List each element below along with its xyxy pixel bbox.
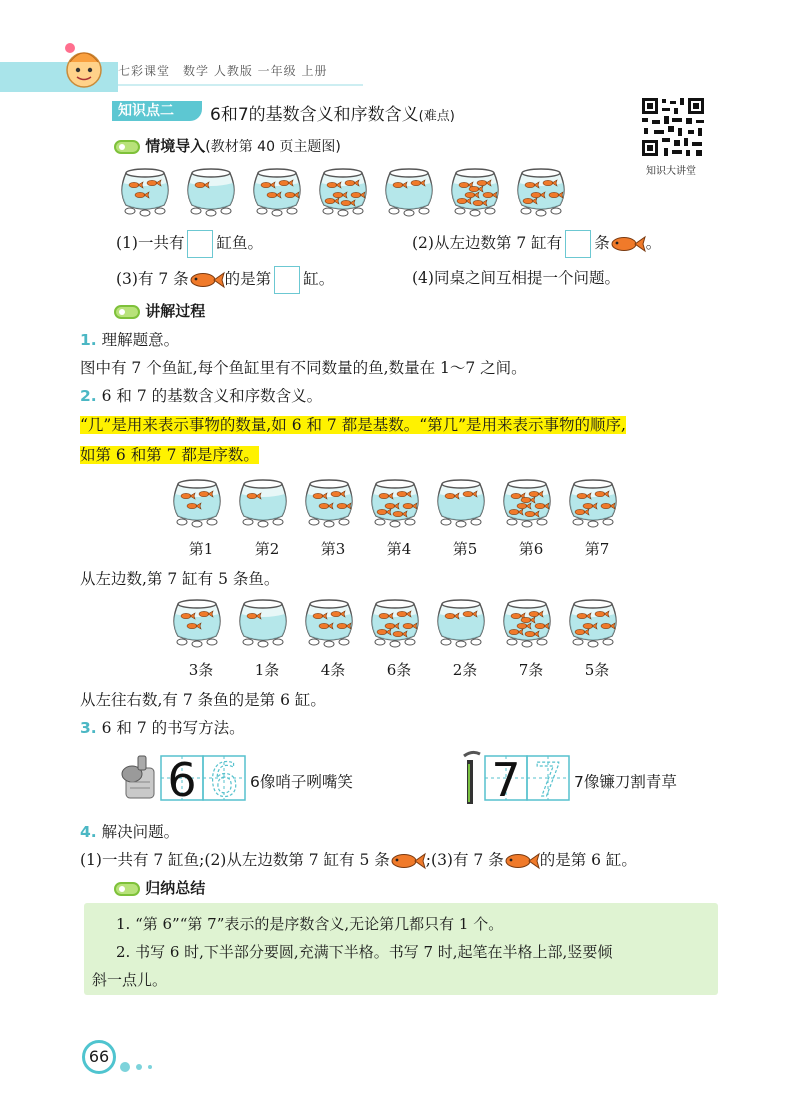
answer-box[interactable] xyxy=(274,266,300,294)
section-title-text: 6和7的基数含义和序数含义 xyxy=(210,105,419,125)
step-3 xyxy=(80,716,245,738)
intro-q1-tail: 缸鱼。 xyxy=(216,234,263,252)
summary-heading-text: 归纳总结 xyxy=(145,879,206,897)
count-text: 从左往右数,有 7 条鱼的是第 6 缸。 xyxy=(80,691,326,709)
fish-bowl xyxy=(182,167,240,217)
intro-heading-text: 情境导入 xyxy=(145,137,206,155)
whistle-icon xyxy=(118,752,158,802)
decor-dot xyxy=(120,1062,130,1072)
decor-dot xyxy=(148,1065,152,1069)
intro-q1-text: (1)一共有 xyxy=(116,234,185,252)
step-1-number: 1. xyxy=(80,331,97,349)
fish-bowl xyxy=(366,598,424,648)
ordinal-label: 第3 xyxy=(320,540,346,558)
count-label: 2条 xyxy=(452,661,478,679)
step-1 xyxy=(80,328,179,350)
step-1-title: 理解题意。 xyxy=(101,331,180,349)
answer-box[interactable] xyxy=(187,230,213,258)
step-3-number: 3. xyxy=(80,719,97,737)
fish-bowl xyxy=(168,598,226,648)
fish-bowl xyxy=(564,478,622,528)
digit-seven-trace: 7 xyxy=(533,755,563,801)
intro-q3 xyxy=(116,266,334,294)
step-2-title: 6 和 7 的基数含义和序数含义。 xyxy=(101,387,323,405)
bowl-row-ordinal xyxy=(168,478,630,528)
count-label: 7条 xyxy=(518,661,544,679)
step-4-answer xyxy=(80,848,637,871)
ordinal-label: 第6 xyxy=(518,540,544,558)
writing-grid-seven xyxy=(484,755,570,801)
ordinal-label: 第2 xyxy=(254,540,280,558)
intro-q2-unit: 条 xyxy=(594,234,610,252)
explain-heading xyxy=(114,300,205,321)
intro-heading xyxy=(114,135,341,156)
highlight-line-2 xyxy=(80,443,259,465)
qr-caption: 知识大讲堂 xyxy=(646,166,696,177)
fish-bowl xyxy=(234,478,292,528)
bullet-pill-icon xyxy=(114,882,140,896)
ordinal-label: 第1 xyxy=(188,540,214,558)
intro-q2-tail: 。 xyxy=(645,234,662,252)
fish-bowl xyxy=(168,478,226,528)
fish-bowl xyxy=(116,167,174,217)
ordinal-labels xyxy=(168,538,630,559)
highlight-text-1: “几”是用来表示事物的数量,如 6 和 7 都是基数。“第几”是用来表示事物的顺序, xyxy=(80,416,626,434)
answer-part-1: (1)一共有 7 缸鱼;(2)从左边数第 7 缸有 5 条 xyxy=(80,851,390,869)
count-label: 4条 xyxy=(320,661,346,679)
ordinal-label: 第5 xyxy=(452,540,478,558)
fish-bowl xyxy=(564,598,622,648)
fish-bowl xyxy=(432,598,490,648)
summary-line-1: 1. “第 6”“第 7”表示的是序数含义,无论第几都只有 1 个。 xyxy=(116,915,504,933)
fish-bowl xyxy=(248,167,306,217)
intro-q1 xyxy=(116,230,263,258)
fish-bowl xyxy=(380,167,438,217)
writing-grid-six xyxy=(160,755,246,801)
fish-bowl xyxy=(234,598,292,648)
highlight-line-1 xyxy=(80,413,626,435)
sickle-icon xyxy=(460,750,486,806)
highlight-text-2: 如第 6 和第 7 都是序数。 xyxy=(80,446,259,464)
ordinal-text: 从左边数,第 7 缸有 5 条鱼。 xyxy=(80,570,280,588)
fish-bowl xyxy=(446,167,504,217)
step-3-title: 6 和 7 的书写方法。 xyxy=(101,719,245,737)
goldfish-icon xyxy=(504,851,540,871)
ordinal-label: 第7 xyxy=(584,540,610,558)
cartoon-mascot-icon xyxy=(58,40,110,92)
fish-bowl xyxy=(512,167,570,217)
qr-code-icon[interactable] xyxy=(640,96,706,158)
goldfish-icon xyxy=(189,270,225,290)
intro-q3-tail: 缸。 xyxy=(303,270,335,288)
count-labels xyxy=(168,659,630,680)
goldfish-icon xyxy=(610,234,646,254)
fish-bowl xyxy=(498,478,556,528)
bullet-pill-icon xyxy=(114,305,140,319)
header-title: 七彩课堂 数学 人教版 一年级 上册 xyxy=(118,64,328,78)
step-2-number: 2. xyxy=(80,387,97,405)
step-1-body: 图中有 7 个鱼缸,每个鱼缸里有不同数量的鱼,数量在 1～7 之间。 xyxy=(80,359,527,377)
page-number: 66 xyxy=(82,1040,116,1074)
fish-bowl xyxy=(498,598,556,648)
count-label: 5条 xyxy=(584,661,610,679)
bullet-pill-icon xyxy=(114,140,140,154)
step-4-number: 4. xyxy=(80,823,97,841)
digit-six: 6 xyxy=(167,755,197,801)
summary-line-2: 2. 书写 6 时,下半部分要圆,充满下半格。书写 7 时,起笔在半格上部,竖要倾 xyxy=(116,943,613,961)
answer-box[interactable] xyxy=(565,230,591,258)
section-title-note: (难点) xyxy=(418,109,455,124)
summary-box xyxy=(84,903,718,995)
intro-q4: (4)同桌之间互相提一个问题。 xyxy=(412,269,620,287)
intro-heading-paren: (教材第 40 页主题图) xyxy=(205,139,341,155)
digit-seven: 7 xyxy=(491,755,521,801)
intro-q3-mid: 的是第 xyxy=(224,270,272,288)
answer-part-2: ;(3)有 7 条 xyxy=(425,851,504,869)
bowl-row-intro xyxy=(116,167,578,217)
fish-bowl xyxy=(366,478,424,528)
count-label: 3条 xyxy=(188,661,214,679)
intro-q2-text: (2)从左边数第 7 缸有 xyxy=(412,234,563,252)
intro-q2 xyxy=(412,230,661,258)
count-label: 6条 xyxy=(386,661,412,679)
section-title xyxy=(210,100,455,125)
step-4 xyxy=(80,820,179,842)
goldfish-icon xyxy=(390,851,426,871)
step-2 xyxy=(80,384,322,406)
summary-line-3: 斜一点儿。 xyxy=(92,971,168,989)
summary-heading xyxy=(114,877,205,898)
six-caption: 6像哨子咧嘴笑 xyxy=(250,773,353,791)
explain-heading-text: 讲解过程 xyxy=(145,302,206,320)
bowl-row-count xyxy=(168,598,630,648)
digit-six-trace: 6 xyxy=(209,755,239,801)
decor-dot xyxy=(136,1064,142,1070)
section-badge: 知识点二 xyxy=(112,101,202,121)
fish-bowl xyxy=(432,478,490,528)
fish-bowl xyxy=(314,167,372,217)
step-4-title: 解决问题。 xyxy=(101,823,180,841)
header-divider xyxy=(118,84,363,86)
count-label: 1条 xyxy=(254,661,280,679)
fish-bowl xyxy=(300,598,358,648)
intro-q3-text: (3)有 7 条 xyxy=(116,270,189,288)
ordinal-label: 第4 xyxy=(386,540,412,558)
fish-bowl xyxy=(300,478,358,528)
seven-caption: 7像镰刀割青草 xyxy=(574,773,677,791)
answer-part-3: 的是第 6 缸。 xyxy=(539,851,637,869)
